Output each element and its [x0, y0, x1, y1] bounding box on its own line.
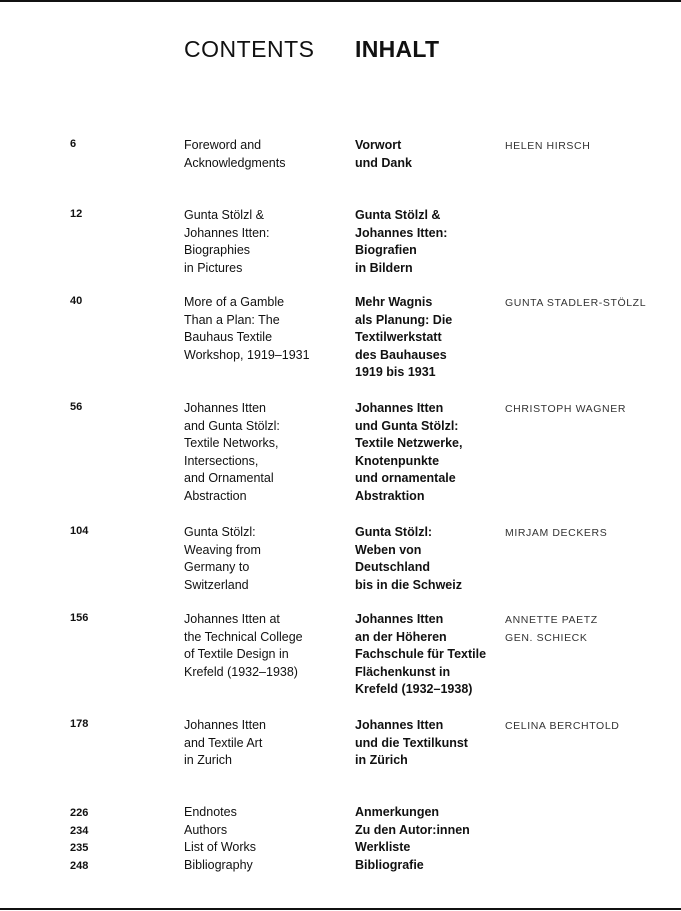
title-german	[355, 137, 412, 172]
title-line: und Dank	[355, 155, 412, 170]
title-german	[355, 524, 462, 594]
toc-entry-bibliography[interactable]: Bibliography	[184, 857, 253, 872]
title-line: Biografien	[355, 243, 417, 258]
author-name	[505, 525, 607, 543]
page-number: 56	[70, 401, 83, 413]
title-line: in Zürich	[355, 753, 408, 768]
title-line: Gunta Stölzl &	[355, 208, 441, 222]
toc-entry-list-of-works[interactable]: List of Works	[184, 840, 257, 854]
toc-entry-werkliste[interactable]: Werkliste	[355, 840, 411, 854]
title-line: Johannes Itten at	[184, 612, 280, 626]
author-name	[505, 718, 619, 736]
title-line: of Textile Design in	[184, 647, 289, 662]
title-line: in Pictures	[184, 260, 243, 275]
page-number: 235	[70, 842, 89, 854]
title-line: and Textile Art	[184, 735, 263, 750]
title-line: Abstraktion	[355, 488, 425, 503]
title-english	[184, 611, 303, 681]
page-number: 156	[70, 612, 89, 624]
title-german	[355, 207, 447, 277]
author-line: GEN. SCHIECK	[505, 631, 588, 644]
title-line: Workshop, 1919–1931	[184, 347, 310, 362]
back-matter-pages	[70, 805, 88, 875]
author-line: MIRJAM DECKERS	[505, 527, 608, 539]
page-number: 104	[70, 525, 89, 537]
title-line: Gunta Stölzl:	[184, 525, 256, 539]
title-english	[184, 524, 261, 594]
title-line: Weaving from	[184, 542, 261, 557]
page-number: 178	[70, 718, 89, 730]
title-line: Flächenkunst in	[355, 664, 451, 679]
page-number: 226	[70, 807, 89, 819]
toc-entry-anmerkungen[interactable]: Anmerkungen	[355, 805, 440, 819]
back-matter-german	[355, 804, 470, 874]
title-line: Krefeld (1932–1938)	[355, 682, 473, 697]
author-line: CHRISTOPH WAGNER	[505, 403, 627, 415]
title-line: als Planung: Die	[355, 312, 453, 327]
title-line: Weben von	[355, 542, 422, 557]
title-line: Than a Plan: The	[184, 312, 280, 327]
title-line: und die Textilkunst	[355, 735, 468, 750]
author-name	[505, 295, 646, 313]
title-line: und ornamentale	[355, 471, 456, 486]
title-line: Textilwerkstatt	[355, 330, 442, 345]
title-line: Biographies	[184, 243, 251, 258]
title-line: Foreword and	[184, 138, 262, 152]
back-matter-english	[184, 804, 256, 874]
toc-entry-bibliografie[interactable]: Bibliografie	[355, 857, 424, 872]
title-line: Deutschland	[355, 560, 431, 575]
page-number: 12	[70, 208, 83, 220]
title-english	[184, 294, 310, 364]
toc-entry-authors[interactable]: Authors	[184, 822, 228, 837]
contents-title: CONTENTS	[184, 36, 315, 62]
title-line: Textile Netzwerke,	[355, 436, 463, 451]
title-line: More of a Gamble	[184, 295, 285, 309]
inhalt-title: INHALT	[355, 36, 440, 62]
page-number: 40	[70, 295, 83, 307]
title-english	[184, 137, 285, 172]
title-line: in Zurich	[184, 753, 232, 768]
title-line: Mehr Wagnis	[355, 295, 433, 309]
title-english	[184, 717, 266, 770]
title-german	[355, 611, 486, 699]
title-german	[355, 294, 452, 382]
title-line: Acknowledgments	[184, 155, 286, 170]
title-line: Vorwort	[355, 138, 402, 152]
author-line: HELEN HIRSCH	[505, 140, 591, 152]
title-english	[184, 207, 269, 277]
title-german	[355, 717, 468, 770]
title-line: Krefeld (1932–1938)	[184, 664, 298, 679]
page-number: 6	[70, 138, 77, 150]
title-line: Johannes Itten	[184, 718, 267, 732]
title-english	[184, 400, 280, 506]
title-line: Switzerland	[184, 577, 249, 592]
title-line: Abstraction	[184, 488, 247, 503]
title-line: and Ornamental	[184, 471, 274, 486]
title-line: an der Höheren	[355, 629, 447, 644]
title-line: 1919 bis 1931	[355, 365, 436, 380]
title-line: Gunta Stölzl &	[184, 208, 264, 222]
author-name	[505, 138, 590, 156]
author-line: ANNETTE PAETZ	[505, 614, 598, 626]
toc-entry-autorinnen[interactable]: Zu den Autor:innen	[355, 822, 470, 837]
title-line: Gunta Stölzl:	[355, 525, 433, 539]
bottom-rule	[0, 908, 681, 910]
page-number: 234	[70, 824, 89, 837]
author-name	[505, 612, 598, 647]
title-line: Textile Networks,	[184, 436, 279, 451]
title-line: Johannes Itten	[355, 612, 444, 626]
author-name	[505, 401, 626, 419]
title-line: Fachschule für Textile	[355, 647, 487, 662]
title-line: Johannes Itten	[355, 718, 444, 732]
title-line: Johannes Itten	[184, 401, 267, 415]
title-line: des Bauhauses	[355, 347, 447, 362]
title-german	[355, 400, 462, 506]
page-number: 248	[70, 859, 89, 872]
title-line: Intersections,	[184, 453, 259, 468]
title-line: Knotenpunkte	[355, 453, 440, 468]
title-line: Germany to	[184, 560, 250, 575]
toc-entry-endnotes[interactable]: Endnotes	[184, 805, 237, 819]
title-line: in Bildern	[355, 260, 413, 275]
title-line: the Technical College	[184, 629, 303, 644]
title-line: bis in die Schweiz	[355, 577, 462, 592]
title-line: Johannes Itten	[355, 401, 444, 415]
author-line: CELINA BERCHTOLD	[505, 720, 620, 732]
top-rule	[0, 0, 681, 2]
title-line: Johannes Itten:	[184, 225, 270, 240]
title-line: und Gunta Stölzl:	[355, 418, 459, 433]
author-line: GUNTA STADLER-STÖLZL	[505, 297, 647, 309]
title-line: Bauhaus Textile	[184, 330, 273, 345]
title-line: Johannes Itten:	[355, 225, 448, 240]
title-line: and Gunta Stölzl:	[184, 418, 280, 433]
